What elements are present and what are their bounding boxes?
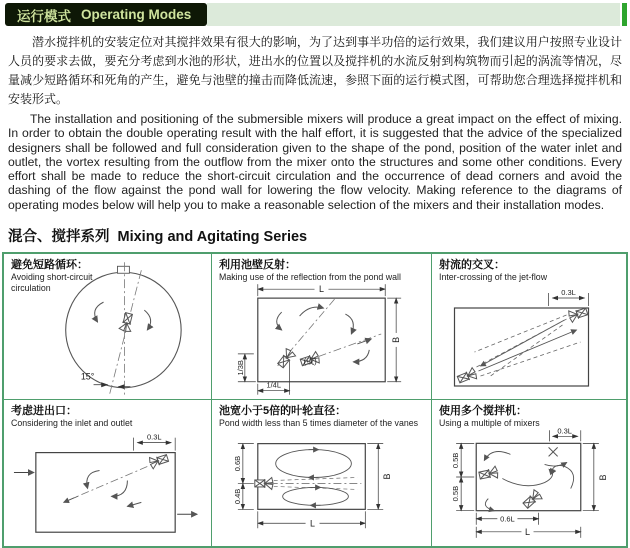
dim-label-0-6B: 0.6B: [232, 455, 242, 472]
header-accent-bar: [622, 3, 627, 26]
circulation-loop: [283, 488, 349, 506]
panel-wall-reflection: [212, 254, 432, 400]
mixer-icon: [148, 452, 169, 469]
panel-caption-en: Avoiding short-circuit circulation: [11, 272, 93, 293]
section-title-zh: 混合、搅拌系列: [8, 229, 110, 246]
section-title-en: Mixing and Agitating Series: [117, 229, 308, 246]
dim-label-1-4L: 1/4L: [266, 380, 281, 390]
dim-label-1-3B: 1/3B: [235, 360, 245, 376]
diagram-rect-pond: [4, 400, 211, 546]
mixer-icon: [456, 367, 477, 385]
dim-label-L: L: [319, 284, 324, 295]
panel-caption-zh: 利用池壁反射：: [219, 259, 296, 272]
diagram-rect-pond: [432, 254, 626, 399]
flow-arrow: [545, 463, 567, 467]
dim-label-0-3L: 0.3L: [561, 288, 576, 298]
diagram-rect-pond: [212, 254, 431, 399]
diagram-rect-pond: [212, 400, 431, 546]
section-title: [8, 225, 630, 246]
dim-label-0-3L: 0.3L: [147, 432, 162, 442]
jet-line: [479, 330, 577, 371]
dim-label-0-5B-bottom: 0.5B: [451, 485, 461, 502]
dim-label-B: B: [382, 473, 393, 480]
panel-caption-en: Considering the inlet and outlet: [11, 418, 133, 429]
panel-multiple-mixers: [432, 400, 626, 546]
jet-arrow: [64, 496, 78, 502]
flow-arrow: [502, 469, 552, 486]
panel-caption-zh: 池宽小于5倍的叶轮直径：: [219, 405, 347, 418]
jet-line-dashed: [274, 487, 358, 490]
circulation-loop: [276, 450, 352, 478]
pond-outline: [258, 298, 385, 382]
operating-modes-grid: [2, 252, 628, 548]
mixer-axial-icon: [549, 447, 558, 456]
dim-label-0-3L: 0.3L: [557, 426, 573, 436]
jet-line-dashed: [481, 342, 581, 376]
flow-arrow: [345, 314, 353, 334]
diagram-rect-pond: [432, 400, 626, 546]
panel-avoiding-short-circuit: [4, 254, 212, 400]
flow-arrow: [144, 310, 150, 330]
mixer-icon: [478, 466, 498, 482]
mixer-icon: [119, 312, 135, 332]
mixer-icon: [276, 348, 297, 370]
page-header: [5, 3, 627, 26]
panel-caption-en: Pond width less than 5 times diameter of the vanes: [219, 418, 419, 429]
dim-label-L: L: [524, 526, 531, 537]
dim-label-L: L: [310, 518, 316, 529]
flow-arrow: [277, 312, 282, 330]
flow-arrow: [353, 350, 369, 362]
panel-caption-en: Making use of the reflection from the pond wall: [219, 272, 401, 283]
flow-arrow: [127, 502, 141, 506]
dim-label-0-5B-top: 0.5B: [451, 452, 461, 469]
panel-caption-zh: 使用多个搅拌机：: [439, 405, 527, 418]
mixer-mount: [117, 266, 129, 273]
panel-caption-en: Inter-crossing of the jet-flow: [439, 272, 548, 283]
pond-outline: [258, 444, 366, 510]
dim-label-B: B: [391, 337, 402, 344]
intro-paragraph-zh: 潜水搅拌机的安装定位对其搅拌效果有很大的影响，为了达到事半功倍的运行效果，我们建议用户按照专业设计人员的要求去做，要充分考虑到水池的形状，进出水的位置以及搅拌机的水流反射到构筑物而引起的涡流等情况，尽量减少短路循环和死角的产生，避免与池壁的撞击而降低流速，参照下面的运行模式图，可帮助您合理选择搅拌机和安装形式。: [8, 35, 622, 106]
intro-paragraph-en: The installation and positioning of the submersible mixers will produce a great impact on the effect of mixing. In order to obtain the double operating result with the half effort, it is suggested that the advice of the specialized designers shall be followed and full consideration given to the shape of the pond, position of the water inlet and outlet, the vortex resulting from the outflow from the mixer onto the structures and some other conditions. Every effort shall be made to reduce the short-circuit circulation and the occurrence of dead corners and avoid the dashing of the flow against the pond wall for lowering the flow velocity. Making reference to the diagrams of operating modes below will help you to make a reasonable selection of the mixers and their installation modes.: [8, 112, 622, 212]
panel-jet-crossing: [432, 254, 626, 400]
flow-arrow: [485, 499, 494, 511]
header-title-en: Operating Modes: [81, 7, 192, 22]
dim-label-B: B: [597, 474, 608, 481]
header-title-badge: [5, 3, 207, 26]
dim-label-0-4B: 0.4B: [232, 488, 242, 505]
angle-label: 15°: [80, 371, 95, 382]
panel-caption-zh: 避免短路循环：: [11, 259, 88, 272]
panel-caption-en: Using a multiple of mixers: [439, 418, 540, 429]
flow-arrow: [95, 302, 104, 322]
flow-arrow: [300, 307, 324, 316]
panel-inlet-outlet: [4, 400, 212, 546]
dim-label-0-6L: 0.6L: [500, 514, 515, 524]
header-title-zh: 运行模式: [17, 8, 71, 24]
mixer-axis-line: [66, 467, 148, 502]
or-label: (或): [303, 356, 317, 366]
flow-arrow: [111, 481, 127, 497]
jet-line-dashed: [475, 315, 567, 352]
panel-caption-zh: 射流的交叉：: [439, 259, 505, 272]
panel-caption-zh: 考虑进出口：: [11, 405, 77, 418]
diagram-round-pond: [4, 254, 211, 399]
flow-arrow: [484, 452, 510, 461]
mixer-icon: [521, 489, 543, 510]
panel-narrow-pond: [212, 400, 432, 546]
flow-arrow: [551, 466, 574, 489]
mixer-axis-line: [109, 270, 141, 394]
flow-arrow: [87, 471, 100, 489]
dimension-B: [367, 444, 383, 510]
dimension-B: [583, 443, 599, 510]
header-strip: [207, 3, 620, 26]
jet-line-dashed: [274, 478, 358, 481]
